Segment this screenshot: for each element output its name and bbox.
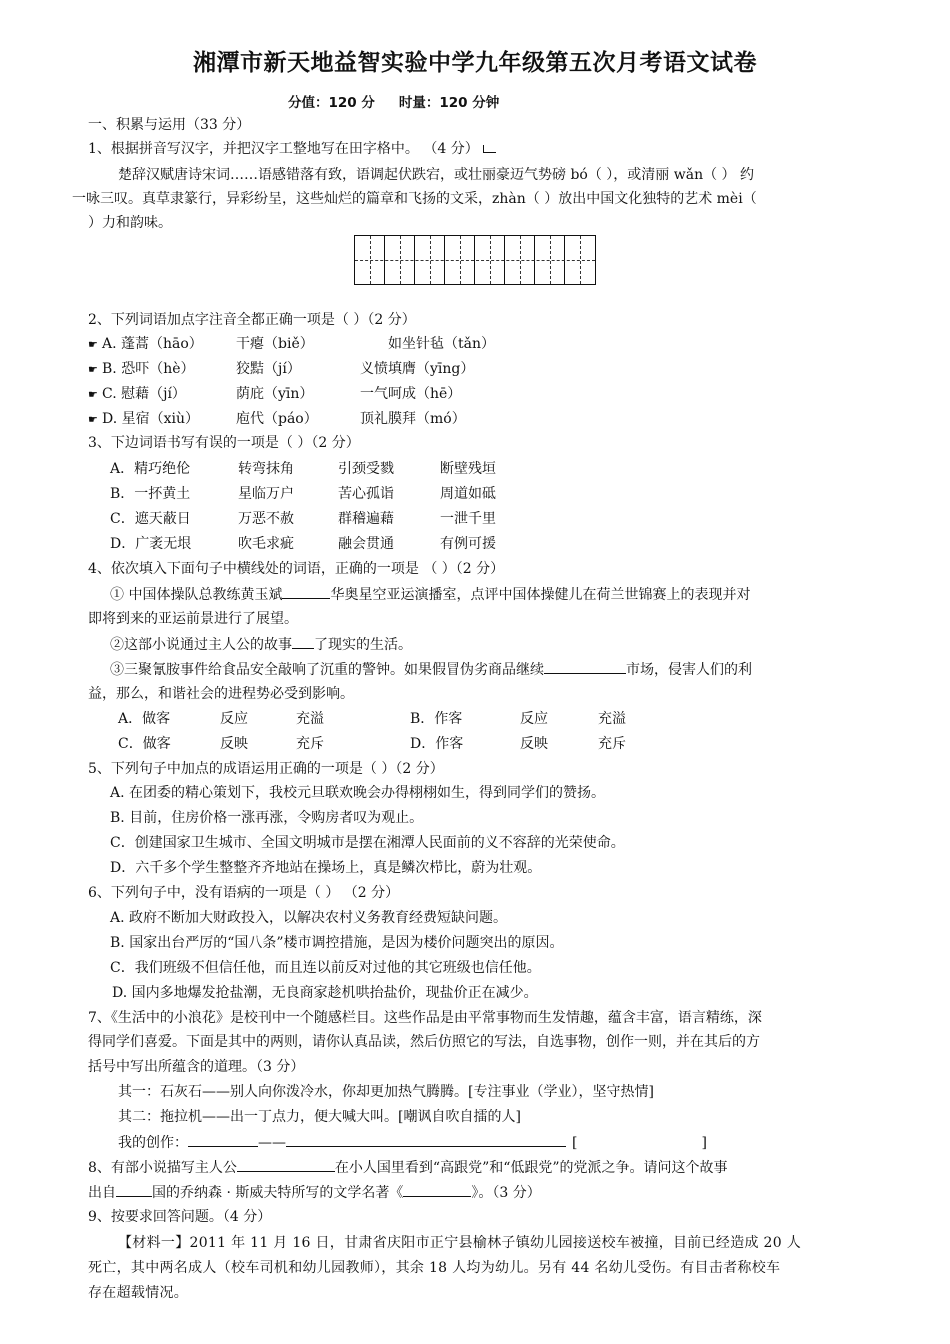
blank-line[interactable] xyxy=(292,634,314,649)
time-label: 时量：120 分钟 xyxy=(398,95,500,111)
question-2-option-a[interactable]: ☛ A. 蓬蒿（hāo） 干瘪（biě） 如坐针毡（tǎn） xyxy=(88,334,495,355)
question-7-answer-row: 我的创作： —— [ ] xyxy=(118,1132,707,1153)
question-6-option-c[interactable]: C．我们班级不但信任他，而且连以前反对过他的其它班级也信任他。 xyxy=(110,960,541,976)
question-7-example-1: 其一：石灰石——别人向你泼冷水，你却更加热气腾腾。[专注事业（学业），坚守热情] xyxy=(118,1084,654,1100)
question-4-stem: 4、依次填入下面句子中横线处的词语，正确的一项是 （ ）（2 分） xyxy=(88,561,505,577)
question-8-line: 8、有部小说描写主人公 在小人国里看到“高跟党”和“低跟党”的党派之争。请问这个故事 xyxy=(88,1157,728,1178)
question-3-option-c[interactable]: C．遮天蔽日 万恶不赦 群稽遍藉 一泄千里 xyxy=(110,511,496,527)
question-6-stem: 6、下列句子中，没有语病的一项是（ ） （2 分） xyxy=(88,885,400,901)
material-1-line: 存在超载情况。 xyxy=(88,1285,189,1301)
question-7-example-2: 其二：拖拉机——出一丁点力，便大喊大叫。[嘲讽自吹自擂的人] xyxy=(118,1109,521,1125)
answer-blank[interactable] xyxy=(286,1132,566,1147)
question-3-option-a[interactable]: A．精巧绝伦 转弯抹角 引颈受戮 断壁残垣 xyxy=(110,461,496,477)
question-1-text-line: 楚辞汉赋唐诗宋词……语感错落有致，语调起伏跌宕，或壮丽豪迈气势磅 bó（ ），或清丽 wǎn（ ） 约 xyxy=(118,167,754,183)
question-3-option-b[interactable]: B．一抔黄土 星临万户 苦心孤诣 周道如砥 xyxy=(110,486,496,502)
score-label: 分值：120 分 xyxy=(288,95,375,111)
answer-blank[interactable] xyxy=(188,1132,258,1147)
question-7-line: 括号中写出所蕴含的道理。（3 分） xyxy=(88,1059,305,1075)
hand-pointer-icon: ☛ xyxy=(88,413,98,426)
question-2-option-b[interactable]: ☛ B. 恐吓（hè） 狡黠（jí） 义愤填膺（yīng） xyxy=(88,359,474,380)
question-1-stem: 1、根据拼音写汉字，并把汉字工整地写在田字格中。 （4 分） xyxy=(88,139,496,159)
hand-pointer-icon: ☛ xyxy=(88,388,98,401)
question-1-text-line: 一咏三叹。真草隶篆行，异彩纷呈，这些灿烂的篇章和飞扬的文采，zhàn（ ）放出中国文化独特的艺术 mèi（ xyxy=(72,191,757,207)
question-8-line: 出自 国的乔纳森 · 斯威夫特所写的文学名著《 》。（3 分） xyxy=(88,1182,541,1203)
answer-blank[interactable] xyxy=(403,1182,471,1197)
answer-blank[interactable] xyxy=(237,1157,335,1172)
question-1-text-line: ）力和韵味。 xyxy=(88,215,172,231)
question-2-option-d[interactable]: ☛ D. 星宿（xiù） 庖代（páo） 顶礼膜拜（mó） xyxy=(88,409,466,430)
question-4-sentence-1: ① 中国体操队总教练黄玉斌 华奥星空亚运演播室，点评中国体操健儿在荷兰世锦赛上的表现并对 xyxy=(110,584,750,605)
question-6-option-b[interactable]: B. 国家出台严厉的“国八条”楼市调控措施，是因为楼价问题突出的原因。 xyxy=(110,935,564,951)
section-heading: 一、积累与运用（33 分） xyxy=(88,117,251,133)
hand-pointer-icon: ☛ xyxy=(88,363,98,376)
question-7-line: 得同学们喜爱。下面是其中的两则，请你认真品读，然后仿照它的写法，自选事物，创作一则，并在其后的方 xyxy=(88,1034,760,1050)
question-3-stem: 3、下边词语书写有误的一项是（ ）（2 分） xyxy=(88,435,360,451)
question-7-line: 7、《生活中的小浪花》是校刊中一个随感栏目。这些作品是由平常事物而生发情趣，蕴含丰富，语言精练，深 xyxy=(88,1010,762,1026)
answer-blank[interactable] xyxy=(116,1182,152,1197)
material-1-line: 【材料一】2011 年 11 月 16 日，甘肃省庆阳市正宁县榆林子镇幼儿园接送校车被撞，目前已经造成 20 人 xyxy=(118,1235,802,1251)
question-9-stem: 9、按要求回答问题。（4 分） xyxy=(88,1209,272,1225)
question-3-option-d[interactable]: D．广袤无垠 吹毛求疵 融会贯通 有例可援 xyxy=(110,536,496,552)
page-title: 湘潭市新天地益智实验中学九年级第五次月考语文试卷 xyxy=(193,50,757,76)
tianzige-grid[interactable] xyxy=(354,235,596,285)
question-6-option-d[interactable]: D. 国内多地爆发抢盐潮，无良商家趁机哄抬盐价，现盐价正在减少。 xyxy=(112,985,538,1001)
question-4-option-a[interactable]: A．做客 反应 充溢 xyxy=(118,711,324,727)
question-4-option-c[interactable]: C．做客 反映 充斥 xyxy=(118,736,324,752)
question-4-sentence-2: ②这部小说通过主人公的故事 了现实的生活。 xyxy=(110,634,412,655)
question-5-option-b[interactable]: B. 目前，住房价格一涨再涨，令购房者叹为观止。 xyxy=(110,810,424,826)
material-1-line: 死亡，其中两名成人（校车司机和幼儿园教师），其余 18 人均为幼儿。另有 44 名幼儿受伤。有目击者称校车 xyxy=(88,1260,781,1276)
blank-line[interactable] xyxy=(282,584,330,599)
exam-meta xyxy=(288,91,523,111)
question-4-sentence-1-cont: 即将到来的亚运前景进行了展望。 xyxy=(88,611,298,627)
question-5-option-d[interactable]: D．六千多个学生整整齐齐地站在操场上，真是鳞次栉比，蔚为壮观。 xyxy=(110,860,542,876)
hand-pointer-icon: ☛ xyxy=(88,338,98,351)
question-2-stem: 2、下列词语加点字注音全都正确一项是（ ）（2 分） xyxy=(88,312,416,328)
question-2-option-c[interactable]: ☛ C. 慰藉（jí） 荫庇（yīn） 一气呵成（hē） xyxy=(88,384,461,405)
question-5-option-a[interactable]: A. 在团委的精心策划下，我校元旦联欢晚会办得栩栩如生，得到同学们的赞扬。 xyxy=(110,785,606,801)
question-4-sentence-3-cont: 益，那么，和谐社会的进程势必受到影响。 xyxy=(88,686,354,702)
blank-line[interactable] xyxy=(544,659,626,674)
question-6-option-a[interactable]: A. 政府不断加大财政投入，以解决农村义务教育经费短缺问题。 xyxy=(110,910,508,926)
question-4-option-d[interactable]: D．作客 反映 充斥 xyxy=(410,736,626,752)
question-4-sentence-3: ③三聚氰胺事件给食品安全敲响了沉重的警钟。如果假冒伪劣商品继续 市场，侵害人们的利 xyxy=(110,659,752,680)
question-4-option-b[interactable]: B．作客 反应 充溢 xyxy=(410,711,626,727)
question-5-option-c[interactable]: C．创建国家卫生城市、全国文明城市是摆在湘潭人民面前的义不容辞的光荣使命。 xyxy=(110,835,625,851)
question-5-stem: 5、下列句子中加点的成语运用正确的一项是（ ）（2 分） xyxy=(88,761,444,777)
